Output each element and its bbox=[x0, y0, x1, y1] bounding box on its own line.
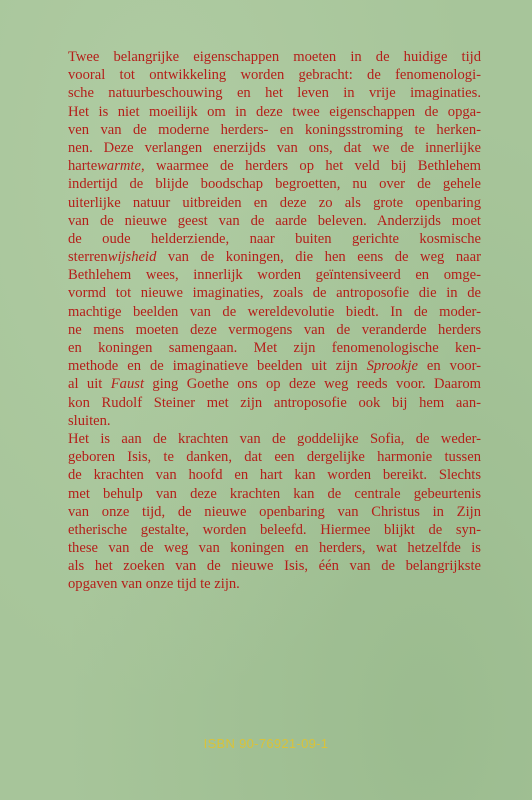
text-line: vooral tot ontwikkeling worden gebracht: de fenomenologi- bbox=[68, 67, 481, 84]
isbn-number: ISBN 90-76921-09-1 bbox=[203, 736, 329, 751]
text-run: van de koningen, die hen eens de weg naar bbox=[156, 249, 481, 266]
text-run: en voor- bbox=[417, 358, 481, 375]
text-line: these van de weg van koningen en herders, wat hetzelfde is bbox=[68, 540, 481, 557]
text-line bbox=[68, 375, 481, 393]
text-line: Twee belangrijke eigenschappen moeten in de huidige tijd bbox=[68, 49, 481, 65]
text-line: van onze tijd, de nieuwe openbaring van Christus in Zijn bbox=[68, 503, 481, 520]
text-line: de krachten van hoofd en hart kan worden bereikt. Slechts bbox=[68, 467, 481, 484]
text-run: ging Goethe ons op deze weg reeds voor. Daarom bbox=[144, 376, 481, 393]
italic-title: Faust bbox=[110, 376, 144, 393]
text-run: harte bbox=[68, 158, 98, 175]
text-line: Bethlehem wees, innerlijk worden geïntensiveerd en omge- bbox=[68, 267, 481, 284]
text-line: uiterlijke natuur uitbreiden en deze zo als grote openbaring bbox=[68, 194, 481, 211]
text-line: Het is niet moeilijk om in deze twee eigenschappen de opga- bbox=[68, 103, 481, 120]
text-line: als het zoeken van de nieuwe Isis, één van de belangrijkste bbox=[68, 558, 481, 575]
text-line bbox=[68, 157, 481, 175]
text-line: indertijd de blijde boodschap begroetten, nu over de gehele bbox=[68, 176, 481, 193]
text-run: sterren bbox=[68, 249, 108, 266]
text-line: vormd tot nieuwe imaginaties, zoals de antroposofie die in de bbox=[68, 285, 481, 302]
paragraph-2 bbox=[68, 430, 481, 594]
text-line: machtige beelden van de wereldevolutie biedt. In de moder- bbox=[68, 303, 481, 320]
paragraph-1 bbox=[68, 48, 481, 430]
text-line: met behulp van deze krachten kan de centrale gebeurtenis bbox=[68, 485, 481, 502]
text-run: , waarmee de herders op het veld bij Bethlehem bbox=[140, 158, 481, 175]
text-line: kon Rudolf Steiner met zijn antroposofie ook bij hem aan- bbox=[68, 394, 481, 411]
text-line bbox=[68, 248, 481, 266]
text-line: Het is aan de krachten van de goddelijke Sofia, de weder- bbox=[68, 430, 481, 447]
text-line: ven van de moderne herders- en koningsstroming te herken- bbox=[68, 121, 481, 138]
text-line: etherische gestalte, worden beleefd. Hiermee blijkt de syn- bbox=[68, 521, 481, 538]
italic-word: warmte bbox=[97, 158, 141, 175]
text-line: sluiten. bbox=[68, 412, 111, 429]
text-line: sche natuurbeschouwing en het leven in vrije imaginaties. bbox=[68, 85, 481, 102]
text-line: opgaven van onze tijd te zijn. bbox=[68, 576, 240, 593]
text-run: methode en de imaginatieve beelden uit zijn bbox=[68, 358, 367, 375]
text-line: nen. Deze verlangen enerzijds van ons, dat we de innerlijke bbox=[68, 139, 481, 156]
text-line: de oude helderziende, naar buiten gerichte kosmische bbox=[68, 230, 481, 247]
text-line: van de nieuwe geest van de aarde beleven. Anderzijds moet bbox=[68, 212, 481, 229]
italic-title: Sprookje bbox=[366, 358, 418, 375]
text-line: en koningen samengaan. Met zijn fenomenologische ken- bbox=[68, 340, 481, 356]
text-line: ne mens moeten deze vermogens van de veranderde herders bbox=[68, 321, 481, 338]
text-line bbox=[68, 357, 481, 375]
text-line: geboren Isis, te danken, dat een dergelijke harmonie tussen bbox=[68, 449, 481, 466]
blurb-text bbox=[68, 48, 481, 594]
italic-word: wijsheid bbox=[107, 249, 157, 266]
text-run: al uit bbox=[68, 376, 111, 393]
